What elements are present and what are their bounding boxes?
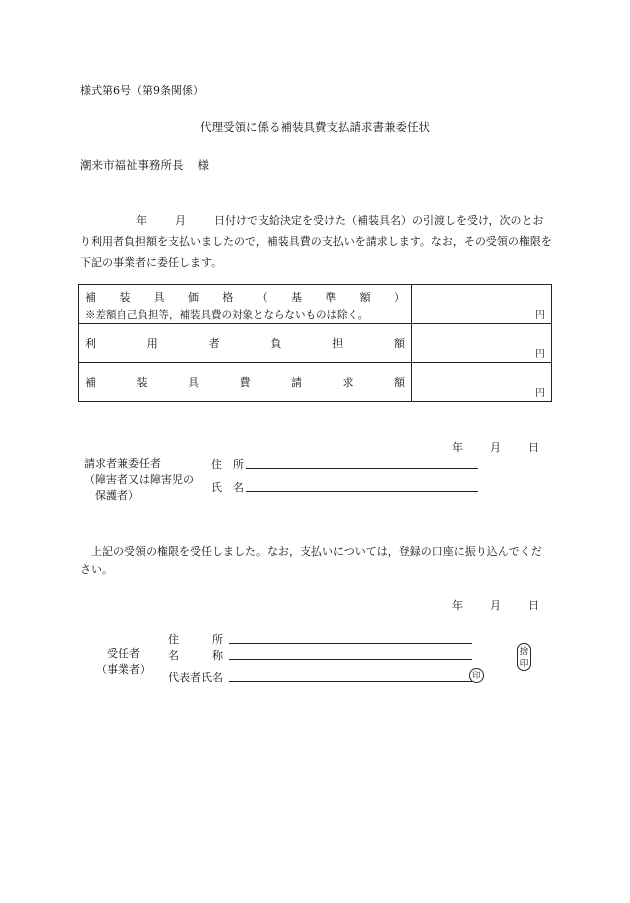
business-address-field[interactable] bbox=[229, 643, 472, 644]
table-row-device-price bbox=[79, 285, 552, 324]
claimant-line1: 請求者兼委任者 bbox=[84, 457, 161, 470]
intro-year: 年 bbox=[136, 214, 147, 227]
acceptance-date bbox=[452, 597, 539, 613]
label-char: 格 bbox=[222, 291, 234, 304]
date-day: 日 bbox=[528, 441, 539, 454]
label-char: 価 bbox=[187, 291, 199, 304]
business-name-field[interactable] bbox=[229, 659, 472, 660]
claimant-name-field[interactable] bbox=[246, 491, 478, 492]
recipient-name: 潮来市福祉事務所長 bbox=[80, 158, 184, 172]
claim-amount-label bbox=[85, 374, 405, 390]
label-char: ） bbox=[393, 291, 405, 304]
representative-label: 代表者氏名 bbox=[168, 671, 223, 684]
yen-unit: 円 bbox=[535, 310, 545, 321]
user-burden-label-cell bbox=[79, 324, 412, 363]
intro-paragraph bbox=[80, 210, 552, 273]
label-char: 額 bbox=[359, 291, 371, 304]
label-char: 額 bbox=[393, 337, 405, 350]
label-char: 費 bbox=[239, 376, 251, 389]
date-year: 年 bbox=[452, 441, 463, 454]
claimant-address-label: 住 所 bbox=[211, 458, 244, 471]
form-number: 様式第6号（第9条関係） bbox=[80, 84, 204, 97]
date-day: 日 bbox=[528, 599, 539, 612]
label-char: （ bbox=[256, 291, 268, 304]
document-title: 代理受領に係る補装具費支払請求書兼委任状 bbox=[200, 120, 430, 134]
date-month: 月 bbox=[490, 441, 501, 454]
label-char: 準 bbox=[325, 291, 337, 304]
device-price-label-cell bbox=[79, 285, 412, 324]
label-char: 額 bbox=[394, 376, 405, 389]
date-month: 月 bbox=[490, 599, 501, 612]
claimant-label bbox=[84, 456, 194, 504]
label-char: 担 bbox=[332, 337, 344, 350]
label-char: 利 bbox=[85, 337, 96, 350]
discard-seal-mark: 捨印 bbox=[517, 643, 531, 671]
label-char: 者 bbox=[208, 337, 220, 350]
label-char: 具 bbox=[153, 291, 165, 304]
label-char: 用 bbox=[146, 337, 158, 350]
claim-date bbox=[452, 439, 539, 455]
seal-mark: 印 bbox=[469, 668, 484, 683]
label-char: 装 bbox=[119, 291, 131, 304]
recipient bbox=[80, 157, 209, 173]
claimant-address-field[interactable] bbox=[246, 468, 478, 469]
claim-amount-field[interactable] bbox=[412, 363, 552, 402]
representative-name-field[interactable] bbox=[229, 681, 472, 682]
label-char: 補 bbox=[85, 291, 96, 304]
user-burden-label bbox=[85, 335, 405, 351]
delegation-paragraph: 上記の受領の権限を受任しました。なお，支払いについては，登録の口座に振り込んでください。 bbox=[80, 545, 542, 576]
user-burden-amount-field[interactable] bbox=[412, 324, 552, 363]
intro-month: 月 bbox=[175, 214, 186, 227]
claimant-line3: 保護者） bbox=[95, 489, 139, 502]
table-row-claim-amount bbox=[79, 363, 552, 402]
device-price-note: ※差額自己負担等，補装具費の対象とならないものは除く。 bbox=[85, 309, 369, 321]
yen-unit: 円 bbox=[535, 388, 545, 399]
business-label bbox=[96, 646, 151, 678]
business-address-label: 住 所 bbox=[168, 633, 223, 646]
intro-text: 日付けで支給決定を受けた（補装具名）の引渡しを受け，次のとおり利用者負担額を支払いましたので，補装具費の支払いを請求します。なお，その受領の権限を下記の事業者に委任します。 bbox=[80, 214, 552, 269]
label-char: 請 bbox=[291, 376, 302, 389]
table-row-user-burden bbox=[79, 324, 552, 363]
business-name-label: 名 称 bbox=[168, 649, 223, 662]
claimant-line2: （障害者又は障害児の bbox=[84, 473, 194, 486]
claim-amount-label-cell bbox=[79, 363, 412, 402]
label-char: 装 bbox=[136, 376, 148, 389]
label-char: 補 bbox=[85, 376, 96, 389]
amount-table bbox=[78, 284, 552, 402]
business-line2: （事業者） bbox=[96, 663, 151, 676]
device-price-label bbox=[85, 289, 405, 305]
label-char: 具 bbox=[188, 376, 199, 389]
recipient-honorific: 様 bbox=[197, 158, 209, 172]
device-price-amount-field[interactable] bbox=[412, 285, 552, 324]
date-year: 年 bbox=[452, 599, 463, 612]
label-char: 求 bbox=[342, 376, 354, 389]
label-char: 基 bbox=[290, 291, 302, 304]
claimant-name-label: 氏 名 bbox=[211, 481, 244, 494]
business-line1: 受任者 bbox=[107, 647, 140, 660]
yen-unit: 円 bbox=[535, 349, 545, 360]
label-char: 負 bbox=[270, 337, 282, 350]
